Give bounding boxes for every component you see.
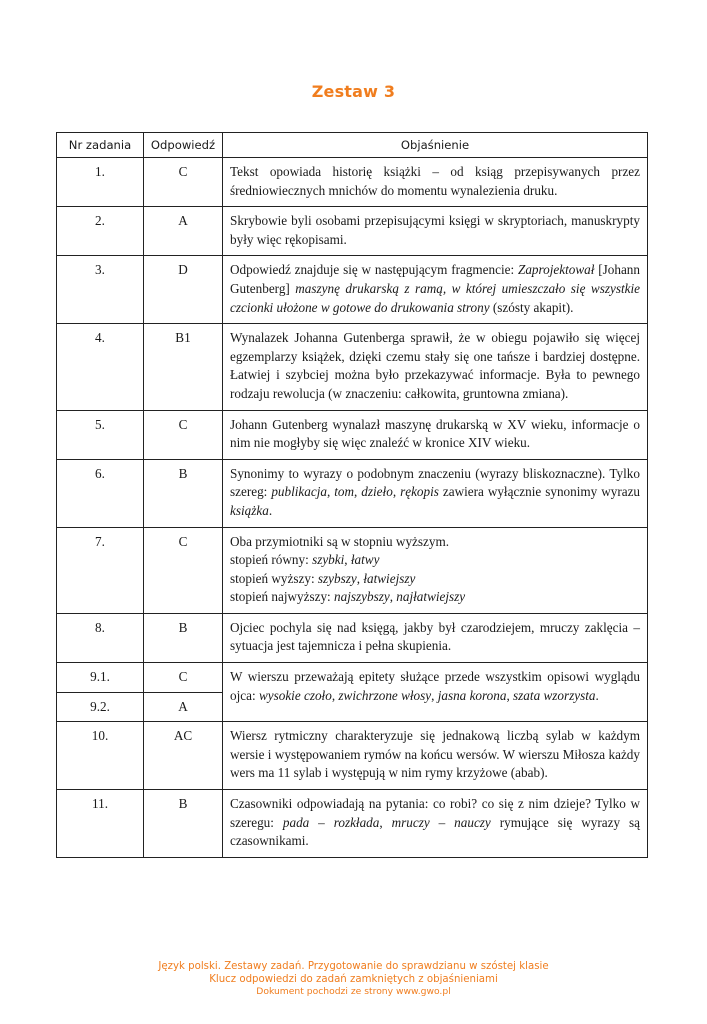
emphasized-text: dzieło: [361, 484, 393, 500]
answer-cell: B: [144, 613, 223, 662]
explanation-cell: [223, 324, 648, 410]
page-title: Zestaw 3: [311, 82, 396, 101]
table-row: [57, 527, 648, 613]
emphasized-text: szata wzorzysta: [513, 687, 596, 703]
task-number: 3.: [57, 256, 144, 324]
emphasized-text: wysokie czoło: [258, 687, 332, 703]
text-segment: stopień najwyższy:: [230, 589, 335, 605]
text-segment: ,: [379, 814, 392, 830]
explanation-cell: [223, 663, 648, 722]
task-number: 9.1.: [57, 663, 144, 693]
text-segment: –: [429, 814, 455, 830]
answer-cell: C: [144, 663, 223, 693]
text-segment: (szósty akapit).: [489, 299, 574, 315]
task-number: 1.: [57, 158, 144, 207]
answer-cell: D: [144, 256, 223, 324]
table-row: [57, 410, 648, 459]
answer-key-table: [56, 132, 648, 858]
text-segment: rymujące się wyrazy są czasownikami.: [230, 814, 641, 849]
footer-book-title: Język polski. Zestawy zadań. Przygotowanie do sprawdzianu w szóstej klasie: [158, 961, 549, 972]
emphasized-text: nauczy: [454, 814, 491, 830]
answer-cell: C: [144, 527, 223, 613]
text-segment: Skrybowie byli osobami przepisującymi księgi w skryptoriach, manuskrypty były więc rękopisami.: [230, 213, 640, 247]
task-number: 2.: [57, 207, 144, 256]
task-number: 8.: [57, 613, 144, 662]
text-segment: ,: [506, 687, 514, 703]
emphasized-text: najszybszy: [334, 589, 390, 605]
footer-source: Dokument pochodzi ze strony www.gwo.pl: [256, 986, 451, 997]
task-number: 4.: [57, 324, 144, 410]
emphasized-text: łatwy: [350, 552, 380, 568]
text-segment: Czasowniki odpowiadają na pytania: co robi? co się z nim dzieje? Tylko w szeregu:: [230, 796, 640, 830]
explanation-cell: [223, 256, 648, 324]
emphasized-text: maszynę drukarską z ramą, w której umieszczało się wszystkie czcionki ułożone w gotowe do drukowania strony: [230, 280, 640, 315]
text-segment: stopień wyższy:: [230, 570, 318, 586]
task-number: 11.: [57, 790, 144, 858]
table-header-row: [57, 133, 648, 158]
emphasized-text: rękopis: [400, 484, 439, 500]
explanation-cell: [223, 527, 648, 613]
table-row: [57, 256, 648, 324]
emphasized-text: szybszy: [317, 570, 357, 586]
emphasized-text: pada: [282, 814, 310, 830]
emphasized-text: publikacja: [271, 484, 327, 500]
text-segment: stopień równy:: [230, 552, 313, 568]
table-row: [57, 613, 648, 662]
table-row: [57, 722, 648, 790]
text-segment: ,: [392, 484, 401, 500]
emphasized-text: szybki: [312, 552, 345, 568]
text-segment: ,: [331, 687, 339, 703]
task-number: 9.2.: [57, 692, 144, 722]
task-number: 7.: [57, 527, 144, 613]
explanation-line: [230, 588, 640, 607]
emphasized-text: łatwiejszy: [363, 570, 416, 586]
text-segment: Wynalazek Johanna Gutenberga sprawił, że w obiegu pojawiło się więcej egzemplarzy książek, dzięki czemu stały się one tańsze i bardziej dostępne. Łatwiej i szybciej można było przekazywać informacje. Była to pewnego rodzaju rewolucja (w znaczeniu: całkowita, gruntowna zmiana).: [230, 330, 640, 401]
page-footer: [0, 961, 707, 999]
text-segment: Johann Gutenberg wynalazł maszynę drukarską w XV wieku, informacje o nim nie mogłyby się więc znaleźć w kronice XIV wieku.: [230, 416, 640, 451]
explanation-cell: [223, 410, 648, 459]
task-number: 6.: [57, 459, 144, 527]
text-segment: Odpowiedź znajduje się w następującym fragmencie:: [230, 262, 518, 278]
text-segment: Synonimy to wyrazy o podobnym znaczeniu (wyrazy bliskoznaczne). Tylko szereg:: [230, 465, 640, 500]
table-row: [57, 459, 648, 527]
explanation-line: [230, 533, 640, 552]
table-row: [57, 207, 648, 256]
text-segment: zawiera wyłącznie synonimy wyrazu: [438, 484, 641, 500]
text-segment: ,: [389, 589, 397, 605]
text-segment: Wiersz rytmiczny charakteryzuje się jednakową liczbą sylab w każdym wersie i występowaniem rymów na końcu wersów. W wierszu Miłosza każdy wers ma 11 sylab i występują w nim rymy krzyżowe (abab).: [230, 728, 640, 781]
answer-cell: C: [144, 158, 223, 207]
text-segment: ,: [431, 687, 438, 703]
text-segment: Ojciec pochyla się nad księgą, jakby był czarodziejem, mruczy zaklęcia – sytuacja jest tajemnicza i pełna skupienia.: [230, 619, 640, 654]
table-row: [57, 790, 648, 858]
emphasized-text: mruczy: [391, 814, 430, 830]
emphasized-text: zwichrzone włosy: [338, 687, 432, 703]
explanation-cell: [223, 158, 648, 207]
explanation-line: [230, 570, 640, 589]
explanation-cell: [223, 722, 648, 790]
explanation-cell: [223, 613, 648, 662]
text-segment: ,: [326, 484, 335, 500]
emphasized-text: książka: [230, 502, 269, 518]
text-segment: ,: [354, 484, 362, 500]
answer-cell: C: [144, 410, 223, 459]
emphasized-text: najłatwiejszy: [396, 589, 466, 605]
answer-cell: B: [144, 459, 223, 527]
table-row: [57, 663, 648, 693]
header-answer: Odpowiedź: [144, 133, 223, 158]
text-segment: W wierszu przeważają epitety służące przede wszystkim opisowi wyglądu ojca:: [230, 669, 640, 703]
text-segment: ,: [344, 552, 351, 568]
answer-cell: B1: [144, 324, 223, 410]
emphasized-text: Zaprojektował: [517, 262, 595, 278]
text-segment: Oba przymiotniki są w stopniu wyższym.: [230, 533, 450, 549]
text-segment: .: [595, 687, 599, 703]
answer-cell: AC: [144, 722, 223, 790]
answer-cell: B: [144, 790, 223, 858]
answer-cell: A: [144, 692, 223, 722]
task-number: 5.: [57, 410, 144, 459]
emphasized-text: rozkłada: [333, 814, 380, 830]
header-task-number: Nr zadania: [57, 133, 144, 158]
task-number: 10.: [57, 722, 144, 790]
explanation-cell: [223, 790, 648, 858]
text-segment: .: [268, 502, 273, 518]
footer-subtitle: Klucz odpowiedzi do zadań zamkniętych z objaśnieniami: [209, 973, 498, 985]
text-segment: Tekst opowiada historię książki – od ksiąg przepisywanych przez średniowiecznych mnichów do momentu wynalezienia druku.: [230, 164, 640, 198]
explanation-cell: [223, 459, 648, 527]
text-segment: ,: [356, 570, 364, 586]
text-segment: [Johann Gutenberg]: [230, 262, 640, 296]
explanation-cell: [223, 207, 648, 256]
emphasized-text: jasna korona: [437, 687, 507, 703]
answer-cell: A: [144, 207, 223, 256]
text-segment: –: [309, 814, 334, 830]
explanation-line: [230, 551, 640, 570]
emphasized-text: tom: [334, 484, 355, 500]
table-row: [57, 324, 648, 410]
table-body: [57, 158, 648, 858]
header-explanation: Objaśnienie: [223, 133, 648, 158]
table-row: [57, 158, 648, 207]
